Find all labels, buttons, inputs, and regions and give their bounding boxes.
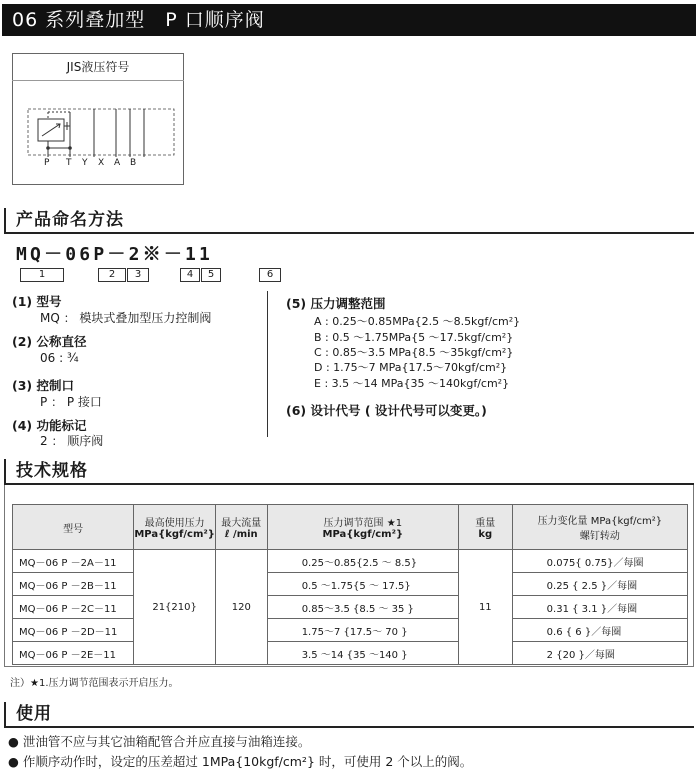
cell-range: 0.85～3.5 {8.5 ～ 35 }: [267, 596, 458, 619]
cell-model: MQ－06 P －2E－11: [13, 642, 134, 665]
range-line: B : 0.5 ～1.75MPa{5 ～17.5kgf/cm²}: [314, 331, 514, 344]
jis-symbol-title: JIS液压符号: [12, 53, 184, 81]
cell-range: 3.5 ～14 {35 ～140 }: [267, 642, 458, 665]
cell-change: 0.075{ 0.75}／每圈: [512, 550, 687, 573]
code-box-2: 2: [98, 268, 126, 282]
table-row: [13, 596, 688, 619]
cell-range: 0.5 ～1.75{5 ～ 17.5}: [267, 573, 458, 596]
naming-item-text: 2 ： 顺序阀: [40, 434, 104, 448]
port-label: X: [98, 158, 105, 168]
range-line: E : 3.5 ～14 MPa{35 ～140kgf/cm²}: [314, 377, 510, 390]
naming-item-heading: (4) 功能标记: [12, 418, 87, 433]
header-max-flow: 最大流量 ℓ /min: [215, 505, 267, 550]
naming-item-text: P ： P 接口: [40, 395, 102, 409]
range-line: A : 0.25～0.85MPa{2.5 ～8.5kgf/cm²}: [314, 315, 521, 328]
code-box-3: 3: [127, 268, 149, 282]
spec-header-row: [13, 505, 688, 550]
table-row: [13, 642, 688, 665]
cell-weight: 11: [458, 550, 512, 665]
spec-note: 注）★1.压力调节范围表示开启压力。: [10, 678, 179, 689]
cell-change: 2 {20 }／每圈: [512, 642, 687, 665]
header-model: 型号: [13, 505, 134, 550]
naming-item-text: 06 : ¾: [40, 351, 79, 365]
cell-model: MQ－06 P －2C－11: [13, 596, 134, 619]
range-heading: (5) 压力调整范围: [286, 296, 386, 311]
cell-change: 0.31 { 3.1 }／每圈: [512, 596, 687, 619]
code-box-5: 5: [201, 268, 221, 282]
code-box-4: 4: [180, 268, 200, 282]
header-adj-range: 压力调节范围 ★1 MPa{kgf/cm²}: [267, 505, 458, 550]
design-code-text: (6) 设计代号 ( 设计代号可以变更。): [286, 403, 487, 418]
cell-range: 1.75～7 {17.5～ 70 }: [267, 619, 458, 642]
cell-max-pressure: 21{210}: [134, 550, 216, 665]
page-title: 06 系列叠加型 P 口顺序阀: [2, 4, 696, 36]
header-change: 压力变化量 MPa{kgf/cm²} 螺钉转动: [512, 505, 687, 550]
jis-symbol-diagram: [12, 82, 184, 185]
port-label: P: [44, 158, 50, 168]
section-heading-naming: 产品命名方法: [4, 208, 694, 234]
cell-model: MQ－06 P －2B－11: [13, 573, 134, 596]
cell-model: MQ－06 P －2D－11: [13, 619, 134, 642]
column-divider: [267, 291, 268, 437]
cell-range: 0.25～0.85{2.5 ～ 8.5}: [267, 550, 458, 573]
cell-max-flow: 120: [215, 550, 267, 665]
range-line: D : 1.75～7 MPa{17.5～70kgf/cm²}: [314, 361, 508, 374]
port-label: A: [114, 158, 121, 168]
cell-change: 0.6 { 6 }／每圈: [512, 619, 687, 642]
table-row: [13, 619, 688, 642]
spec-table: [12, 504, 688, 665]
table-row: [13, 550, 688, 573]
cell-model: MQ－06 P －2A－11: [13, 550, 134, 573]
port-label: Y: [82, 158, 88, 168]
naming-item-heading: (3) 控制口: [12, 378, 74, 393]
cell-change: 0.25 { 2.5 }／每圈: [512, 573, 687, 596]
code-box-1: 1: [20, 268, 64, 282]
usage-bullet: ● 泄油管不应与其它油箱配管合并应直接与油箱连接。: [8, 734, 311, 749]
naming-item-text: MQ ： 模块式叠加型压力控制阀: [40, 311, 212, 325]
range-line: C : 0.85～3.5 MPa{8.5 ～35kgf/cm²}: [314, 346, 514, 359]
usage-bullet: ● 作顺序动作时，设定的压差超过 1MPa{10kgf/cm²} 时，可使用 2 个以上的阀。: [8, 754, 473, 769]
port-label: B: [130, 158, 137, 168]
usage-bullet-text: 作顺序动作时，设定的压差超过 1MPa{10kgf/cm²} 时，可使用 2 个以上的阀。: [22, 754, 473, 769]
header-max-pressure: 最高使用压力 MPa{kgf/cm²}: [134, 505, 216, 550]
section-heading-spec: 技术规格: [4, 459, 694, 485]
port-label: T: [66, 158, 72, 168]
naming-item-heading: (2) 公称直径: [12, 334, 87, 349]
header-weight: 重量 kg: [458, 505, 512, 550]
table-row: [13, 573, 688, 596]
jis-port-labels: [44, 158, 164, 168]
naming-item-heading: (1) 型号: [12, 294, 62, 309]
usage-bullet-text: 泄油管不应与其它油箱配管合并应直接与油箱连接。: [22, 734, 311, 749]
model-code: MQ－06P－2※－11: [16, 244, 214, 265]
section-heading-usage: 使用: [4, 702, 694, 728]
code-box-6: 6: [259, 268, 281, 282]
